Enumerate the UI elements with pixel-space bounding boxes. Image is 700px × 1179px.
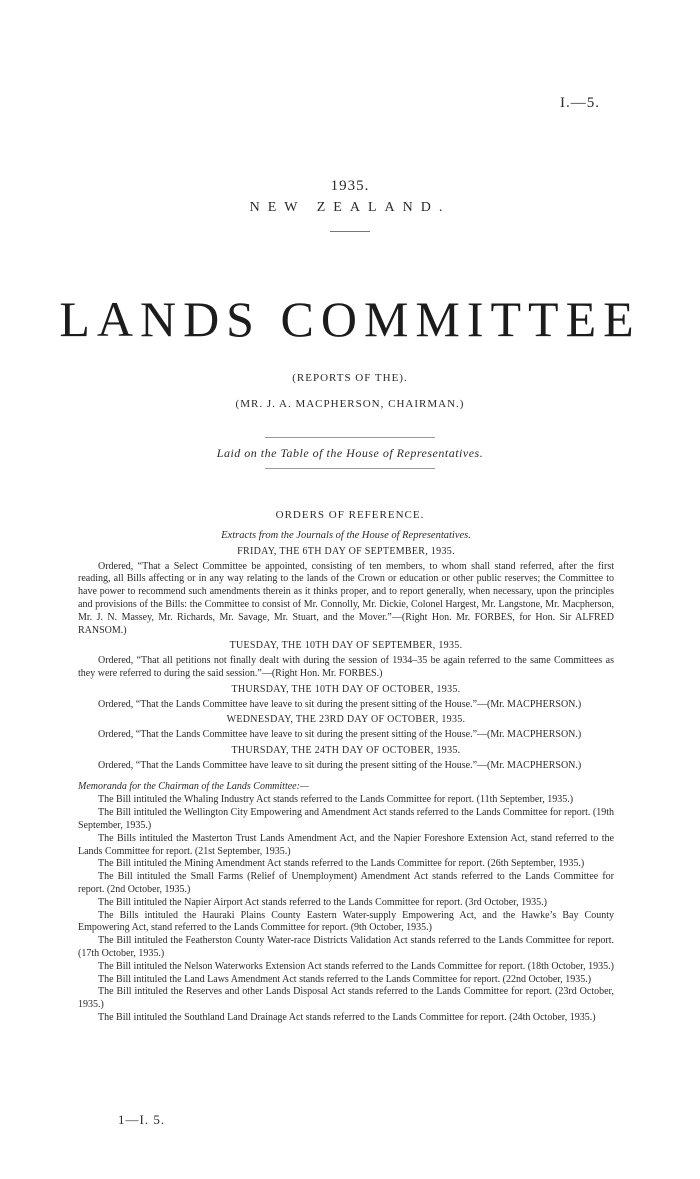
short-divider bbox=[0, 231, 700, 232]
memorandum-item: The Bill intituled the Reserves and other Lands Disposal Act stands referred to the Lands Committee for report. (23rd October, 1935.) bbox=[78, 986, 614, 1011]
extracts-heading: Extracts from the Journals of the House of Representatives. bbox=[221, 530, 471, 541]
memorandum-item: The Bill intituled the Featherston County Water-race Districts Validation Act stands referred to the Lands Committee for report. (17th October, 1935.) bbox=[78, 935, 614, 959]
order-date: WEDNESDAY, THE 23RD DAY OF OCTOBER, 1935. bbox=[226, 714, 466, 726]
signature-mark: 1—I. 5. bbox=[118, 1112, 166, 1127]
parliamentary-paper-number: I.—5. bbox=[560, 95, 600, 111]
order-entry bbox=[78, 546, 614, 638]
order-text: Ordered, “That a Select Committee be appointed, consisting of ten members, to whom shall stand referred, after the first reading, all Bills affecting or in any way relating to the lands of the Crown or education or other public reserves; the Committee to have power to recommend such amendments therein as it thinks proper, and to report generally, when necessary, upon the principles and provisions of the Bills: the Committee to consist of Mr. Connolly, Mr. Dickie, Colonel Hargest, Mr. Langstone, Mr. Macpherson, Mr. J. N. Massey, Mr. Richards, Mr. Savage, Mr. Stuart, and the Mover.”—(Right Hon. Mr. FORBES, for Hon. Sir ALFRED RANSOM.) bbox=[78, 560, 614, 636]
divider-bottom bbox=[0, 468, 700, 469]
chairman-line: (MR. J. A. MACPHERSON, CHAIRMAN.) bbox=[235, 398, 465, 410]
order-text: Ordered, “That the Lands Committee have leave to sit during the present sitting of the House.”—(Mr. MACPHERSON.) bbox=[98, 698, 582, 710]
memorandum-item: The Bills intituled the Hauraki Plains County Eastern Water-supply Empowering Act, and the Hawke’s Bay County Empowering Act, stand referred to the Lands Committee for report. (9th October, 1935.) bbox=[78, 909, 614, 934]
document-subtitle: (REPORTS OF THE). bbox=[292, 372, 408, 384]
memorandum-item: The Bill intituled the Southland Land Drainage Act stands referred to the Lands Committee for report. (24th October, 1935.) bbox=[98, 1011, 596, 1023]
year: 1935. bbox=[330, 178, 370, 194]
memoranda-heading: Memoranda for the Chairman of the Lands Committee:— bbox=[78, 780, 309, 792]
order-entry bbox=[78, 714, 614, 742]
memorandum-item: The Bills intituled the Masterton Trust Lands Amendment Act, and the Napier Foreshore Extension Act, stand referred to the Lands Committee for report. (21st September, 1935.) bbox=[78, 832, 614, 857]
memorandum-item: The Bill intituled the Whaling Industry Act stands referred to the Lands Committee for report. (11th September, 1935.) bbox=[98, 794, 574, 806]
order-entry bbox=[78, 745, 614, 773]
order-entry bbox=[78, 640, 614, 680]
memorandum-item: The Bill intituled the Small Farms (Relief of Unemployment) Amendment Act stands referred to the Lands Committee for report. (2nd October, 1935.) bbox=[78, 871, 614, 895]
order-date: FRIDAY, THE 6TH DAY OF SEPTEMBER, 1935. bbox=[237, 545, 455, 557]
memorandum-item: The Bill intituled the Mining Amendment Act stands referred to the Lands Committee for report. (26th September, 1935.) bbox=[98, 858, 585, 870]
country-name: NEW ZEALAND. bbox=[249, 200, 451, 215]
laid-on-table-line: Laid on the Table of the House of Representatives. bbox=[216, 446, 484, 460]
order-date: THURSDAY, THE 24TH DAY OF OCTOBER, 1935. bbox=[231, 744, 461, 756]
divider-top bbox=[0, 437, 700, 438]
orders-of-reference-heading: ORDERS OF REFERENCE. bbox=[275, 509, 425, 521]
order-date: TUESDAY, THE 10TH DAY OF SEPTEMBER, 1935. bbox=[229, 640, 463, 652]
memorandum-item: The Bill intituled the Nelson Waterworks Extension Act stands referred to the Lands Committee for report. (18th October, 1935.) bbox=[98, 960, 614, 972]
memorandum-item: The Bill intituled the Napier Airport Act stands referred to the Lands Committee for report. (3rd October, 1935.) bbox=[98, 896, 547, 908]
order-text: Ordered, “That the Lands Committee have leave to sit during the present sitting of the House.”—(Mr. MACPHERSON.) bbox=[98, 759, 582, 771]
memorandum-item: The Bill intituled the Land Laws Amendment Act stands referred to the Lands Committee for report. (22nd October, 1935.) bbox=[98, 973, 592, 985]
order-text: Ordered, “That the Lands Committee have leave to sit during the present sitting of the House.”—(Mr. MACPHERSON.) bbox=[98, 729, 582, 741]
order-text: Ordered, “That all petitions not finally dealt with during the session of 1934–35 be again referred to the same Committees as they were referred to during the said session.”—(Right Hon. Mr. FORBES.) bbox=[78, 655, 614, 679]
document-title: LANDS COMMITTEE bbox=[59, 291, 641, 347]
memorandum-item: The Bill intituled the Wellington City Empowering and Amendment Act stands referred to the Lands Committee for report. (19th September, 1935.) bbox=[78, 807, 614, 831]
body-text bbox=[78, 530, 614, 1025]
order-entry bbox=[78, 684, 614, 712]
order-date: THURSDAY, THE 10TH DAY OF OCTOBER, 1935. bbox=[231, 683, 461, 695]
